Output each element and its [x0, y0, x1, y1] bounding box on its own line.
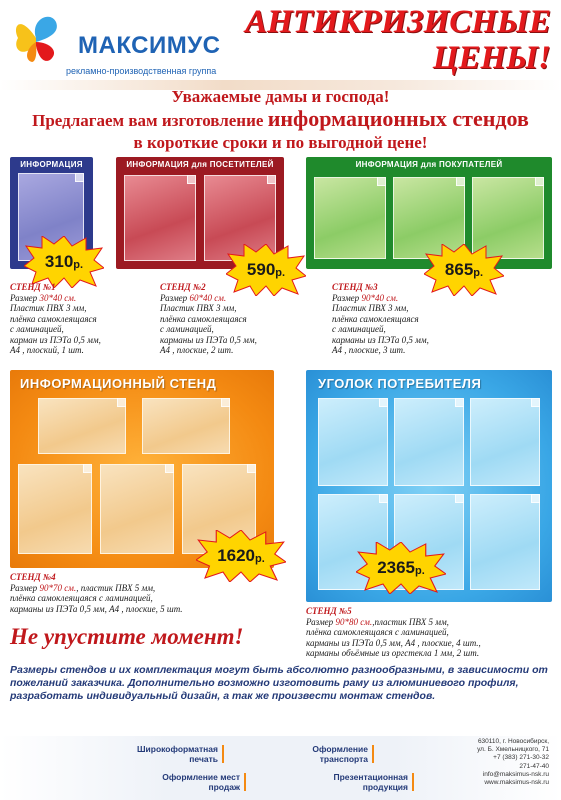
- service-line: продаж: [208, 782, 240, 792]
- spec-line: Пластик ПВХ 3 мм,: [160, 303, 237, 313]
- spec-line: с ламинацией,: [10, 324, 64, 334]
- intro-offer: [0, 108, 561, 132]
- service-line: Широкоформатная: [137, 744, 218, 754]
- price-3-unit: р.: [473, 266, 484, 279]
- price-tag-1: [24, 236, 104, 288]
- spec-1-size: 30*40 см.: [39, 292, 77, 303]
- spec-line: А4 , плоские, 3 шт.: [332, 345, 406, 355]
- service-presentation-products: [310, 772, 414, 792]
- service-large-format-print: [128, 744, 224, 764]
- spec-4-size-label: Размер: [10, 582, 40, 593]
- price-3-value: 865: [444, 260, 474, 279]
- stand-1-spec: [10, 282, 101, 356]
- stand-pocket: [38, 398, 126, 454]
- service-line: Оформление мест: [162, 772, 240, 782]
- spec-3-size-label: Размер: [332, 292, 362, 303]
- spec-5-name: СТЕНД №5: [306, 606, 352, 616]
- brand-tagline: рекламно-производственная группа: [66, 66, 217, 76]
- spec-line: Пластик ПВХ 3 мм,: [332, 303, 409, 313]
- service-line: транспорта: [319, 754, 368, 764]
- spec-line: , пластик ПВХ 5 мм,: [76, 582, 156, 593]
- stand-pocket: [314, 177, 386, 259]
- price-4-value: 1620: [217, 546, 256, 565]
- brand-name: МАКСИМУС: [78, 32, 221, 59]
- spec-1-name: СТЕНД №1: [10, 282, 56, 292]
- spec-2-name: СТЕНД №2: [160, 282, 206, 292]
- spec-line: карман из ПЭТа 0,5 мм,: [10, 334, 101, 345]
- spec-3-size: 90*40 см.: [361, 292, 399, 303]
- spec-line: карманы из ПЭТа 0,5 мм,: [332, 334, 429, 345]
- stand-pocket: [18, 464, 92, 554]
- service-line: печать: [189, 754, 218, 764]
- price-2-value: 590: [246, 260, 276, 279]
- spec-5-size-label: Размер: [306, 616, 336, 627]
- price-tag-4: [196, 530, 286, 582]
- spec-1-size-label: Размер: [10, 292, 40, 303]
- headline-line-1: АНТИКРИЗИСНЫЕ: [245, 4, 551, 40]
- spec-line: с ламинацией,: [160, 324, 214, 334]
- spec-line: карманы из ПЭТа 0,5 мм, А4 , плоские, 5 шт.: [10, 603, 183, 614]
- stand-pocket: [124, 175, 196, 261]
- spec-line: карманы объёмные из оргстекла 1 мм, 2 шт.: [306, 648, 480, 658]
- intro-offer-terms: в короткие сроки и по выгодной цене!: [133, 133, 428, 152]
- stand-pocket: [318, 398, 388, 486]
- stand-3-spec: [332, 282, 429, 356]
- spec-line: карманы из ПЭТа 0,5 мм, А4 , плоские, 4 шт.,: [306, 637, 481, 648]
- intro-offer-highlight: информационных стендов: [267, 106, 529, 131]
- spec-line: Пластик ПВХ 3 мм,: [10, 303, 87, 313]
- headline: [245, 4, 551, 76]
- spec-line: А4 , плоские, 2 шт.: [160, 345, 234, 355]
- stand-pocket: [470, 494, 540, 590]
- stand-pocket: [394, 398, 464, 486]
- spec-4-size: 90*70 см.: [39, 582, 77, 593]
- stand-5-spec: [306, 606, 481, 659]
- call-to-action: Не упустите момент!: [10, 624, 244, 649]
- spec-line: плёнка самоклеящаяся: [332, 313, 419, 324]
- spec-line: карманы из ПЭТа 0,5 мм,: [160, 334, 257, 345]
- price-1-value: 310: [44, 252, 74, 271]
- price-tag-5: [356, 542, 446, 594]
- company-logo: [10, 8, 221, 78]
- spec-line: ,пластик ПВХ 5 мм,: [372, 616, 449, 627]
- spec-line: плёнка самоклеящаяся с ламинацией,: [306, 627, 449, 637]
- contact-address: [477, 738, 549, 787]
- stand-pocket: [470, 398, 540, 486]
- price-5-unit: р.: [415, 564, 425, 577]
- spec-line: плёнка самоклеящаяся: [160, 313, 247, 324]
- spec-line: с ламинацией,: [332, 324, 386, 334]
- headline-line-2: ЦЕНЫ!: [432, 40, 551, 76]
- website-link[interactable]: www.maksimus-nsk.ru: [484, 779, 549, 787]
- price-5-value: 2365: [377, 558, 416, 577]
- service-line: Оформление: [312, 744, 368, 754]
- stand-pocket: [142, 398, 230, 454]
- intro-offer-prefix: Предлагаем вам изготовление: [32, 111, 268, 130]
- butterfly-logo-icon: [10, 8, 62, 66]
- intro-text: [0, 86, 561, 154]
- email-link[interactable]: info@maksimus-nsk.ru: [482, 770, 549, 778]
- stand-5-title: УГОЛОК ПОТРЕБИТЕЛЯ: [318, 376, 482, 391]
- spec-2-size-label: Размер: [160, 292, 190, 303]
- address-line: 630110, г. Новосибирск,: [477, 738, 549, 745]
- stand-2-title: ИНФОРМАЦИЯ для ПОСЕТИТЕЛЕЙ: [126, 160, 274, 169]
- stand-4-title: ИНФОРМАЦИОННЫЙ СТЕНД: [20, 376, 217, 391]
- customization-note: Размеры стендов и их комплектация могут быть абсолютно разнообразными, в зависимости от пожеланий заказчика. Дополнительно возможно изготовить раму из алюминиевого профиля, разработать индивидуальный дизайн, а так же произвести монтаж стендов.: [10, 664, 548, 702]
- spec-5-size: 90*80 см.: [335, 616, 373, 627]
- spec-line: А4 , плоский, 1 шт.: [10, 345, 84, 355]
- phone-line: +7 (383) 271-30-32: [493, 754, 549, 762]
- spec-line: плёнка самоклеящаяся: [10, 313, 97, 324]
- stand-2-spec: [160, 282, 257, 356]
- spec-line: плёнка самоклеящаяся с ламинацией,: [10, 593, 153, 603]
- service-point-of-sale: [146, 772, 246, 792]
- address-line: ул. Б. Хмельницкого, 71: [477, 746, 549, 754]
- price-2-unit: р.: [275, 266, 286, 279]
- stand-3-title: ИНФОРМАЦИЯ для ПОКУПАТЕЛЕЙ: [355, 160, 503, 169]
- service-vehicle-branding: [290, 744, 374, 764]
- price-1-unit: р.: [73, 258, 84, 271]
- stand-4-spec: [10, 572, 183, 614]
- price-4-unit: р.: [255, 552, 265, 565]
- stand-1-title: ИНФОРМАЦИЯ: [20, 160, 83, 169]
- stand-pocket: [100, 464, 174, 554]
- service-line: продукция: [362, 782, 408, 792]
- price-tag-3: [424, 244, 504, 296]
- service-line: Презентационная: [333, 772, 408, 782]
- intro-greeting: Уважаемые дамы и господа!: [171, 87, 390, 106]
- spec-2-size: 60*40 см.: [189, 292, 227, 303]
- spec-4-name: СТЕНД №4: [10, 572, 56, 582]
- phone-line: 271-47-40: [519, 762, 549, 770]
- spec-3-name: СТЕНД №3: [332, 282, 378, 292]
